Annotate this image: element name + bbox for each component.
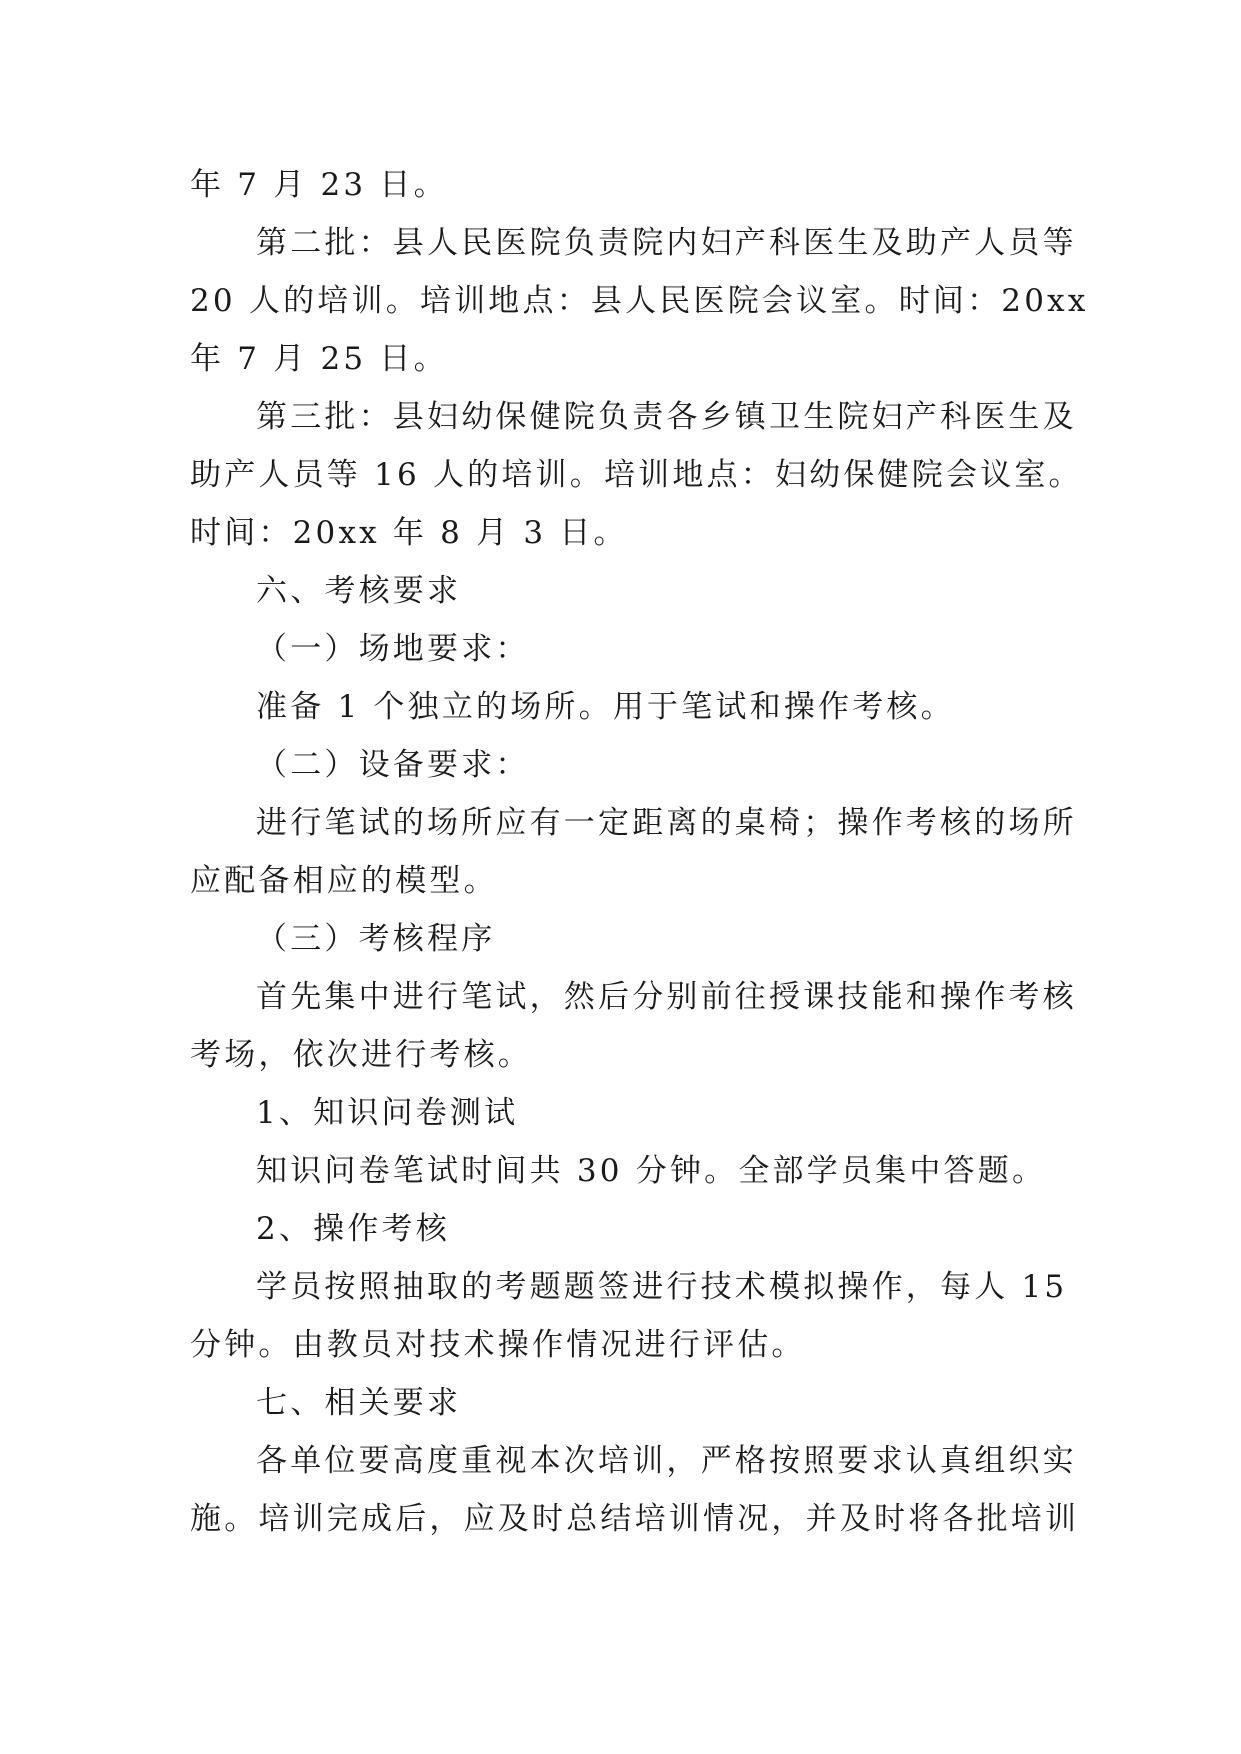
subsection-heading: （三）考核程序 bbox=[256, 921, 496, 957]
paragraph-line: 知识问卷笔试时间共 30 分钟。全部学员集中答题。 bbox=[256, 1153, 1047, 1189]
subsection-heading: （一）场地要求： bbox=[256, 631, 530, 667]
item-heading: 1、知识问卷测试 bbox=[256, 1095, 519, 1131]
paragraph-line: 20 人的培训。培训地点：县人民医院会议室。时间：20xx bbox=[190, 283, 1089, 319]
paragraph-line: 助产人员等 16 人的培训。培训地点：妇幼保健院会议室。 bbox=[190, 457, 1083, 493]
paragraph-line: 第二批：县人民医院负责院内妇产科医生及助产人员等 bbox=[256, 225, 1077, 261]
paragraph-line: 分钟。由教员对技术操作情况进行评估。 bbox=[190, 1327, 806, 1363]
paragraph-line: 年 7 月 23 日。 bbox=[190, 167, 448, 203]
paragraph-line: 各单位要高度重视本次培训，严格按照要求认真组织实 bbox=[256, 1443, 1077, 1479]
paragraph-line: 时间：20xx 年 8 月 3 日。 bbox=[190, 515, 628, 551]
paragraph-line: 施。培训完成后，应及时总结培训情况，并及时将各批培训 bbox=[190, 1501, 1080, 1537]
paragraph-line: 年 7 月 25 日。 bbox=[190, 341, 448, 377]
paragraph-line: 首先集中进行笔试，然后分别前往授课技能和操作考核 bbox=[256, 979, 1077, 1015]
paragraph-line: 学员按照抽取的考题题签进行技术模拟操作，每人 15 bbox=[256, 1269, 1068, 1305]
paragraph-line: 考场，依次进行考核。 bbox=[190, 1037, 532, 1073]
item-heading: 2、操作考核 bbox=[256, 1211, 450, 1247]
subsection-heading: （二）设备要求： bbox=[256, 747, 530, 783]
paragraph-line: 进行笔试的场所应有一定距离的桌椅；操作考核的场所 bbox=[256, 805, 1077, 841]
paragraph-line: 准备 1 个独立的场所。用于笔试和操作考核。 bbox=[256, 689, 955, 725]
section-heading: 七、相关要求 bbox=[256, 1385, 462, 1421]
section-heading: 六、考核要求 bbox=[256, 573, 462, 609]
paragraph-line: 第三批：县妇幼保健院负责各乡镇卫生院妇产科医生及 bbox=[256, 399, 1077, 435]
paragraph-line: 应配备相应的模型。 bbox=[190, 863, 498, 899]
